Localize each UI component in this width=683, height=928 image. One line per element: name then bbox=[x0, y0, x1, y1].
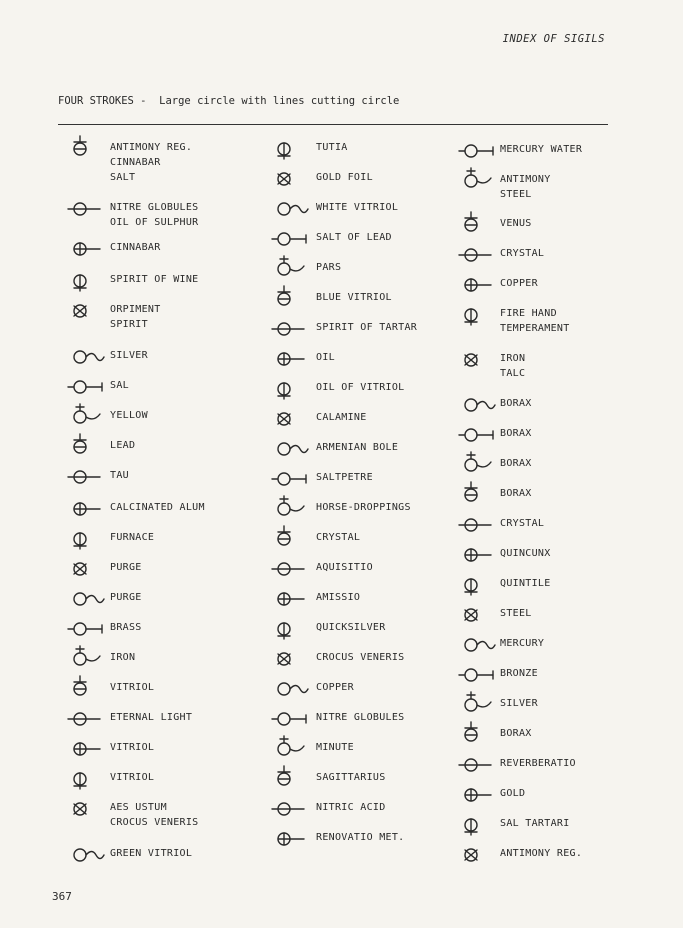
sigil-label bbox=[500, 606, 532, 621]
circle-hook-top-icon bbox=[64, 674, 106, 704]
sigil-label-line: SALTPETRE bbox=[316, 472, 373, 483]
sigil-label bbox=[316, 500, 411, 515]
circle-slash-arrow-icon bbox=[455, 345, 497, 375]
sigil-label bbox=[316, 620, 386, 635]
sigil-label-line: NITRE GLOBULES bbox=[110, 202, 199, 213]
sigil-label-line: BORAX bbox=[500, 728, 532, 739]
circle-bar-u-icon bbox=[64, 764, 106, 794]
circle-wave-line-icon bbox=[64, 524, 106, 554]
sigil-label-line: AES USTUM bbox=[110, 802, 167, 813]
sigil-label bbox=[110, 846, 192, 861]
sigil-label bbox=[110, 560, 142, 575]
sigil-label-line: MINUTE bbox=[316, 742, 354, 753]
sigil-label-line: SPIRIT bbox=[110, 319, 148, 330]
sigil-label-line: TALC bbox=[500, 368, 526, 379]
circle-x-icon bbox=[64, 372, 106, 402]
circle-diagonal-stroke-icon bbox=[268, 134, 310, 164]
sigil-label-line: TAU bbox=[110, 470, 129, 481]
circle-x-inside-icon bbox=[268, 554, 310, 584]
sigil-label bbox=[110, 620, 142, 635]
circle-vertical-bar-icon bbox=[268, 824, 310, 854]
sigil-label-line: FURNACE bbox=[110, 532, 155, 543]
sigil-label-line: QUICKSILVER bbox=[316, 622, 386, 633]
circle-x-full-icon bbox=[268, 584, 310, 614]
circle-e-line-icon bbox=[268, 644, 310, 674]
sigil-label-line: BRASS bbox=[110, 622, 142, 633]
sigil-label-line: TUTIA bbox=[316, 142, 348, 153]
circle-cross-curve-icon bbox=[268, 734, 310, 764]
sigil-label bbox=[110, 272, 199, 287]
sigil-label-line: ANTIMONY REG. bbox=[110, 142, 193, 153]
sigil-label bbox=[500, 246, 544, 261]
sigil-label bbox=[316, 530, 360, 545]
sigil-label bbox=[316, 320, 417, 335]
sigil-label bbox=[316, 410, 367, 425]
sigil-label-line: PARS bbox=[316, 262, 342, 273]
circle-cross-stem-icon bbox=[268, 704, 310, 734]
sigil-label bbox=[500, 546, 551, 561]
circle-s-line-icon bbox=[268, 794, 310, 824]
sigil-label-line: AQUISITIO bbox=[316, 562, 373, 573]
circle-u-tail-icon bbox=[64, 734, 106, 764]
sigil-label bbox=[500, 142, 582, 157]
sigil-label bbox=[316, 260, 341, 275]
sigil-label bbox=[110, 438, 135, 453]
circle-horizontal-line-icon bbox=[64, 266, 106, 296]
circle-dot-line-icon bbox=[64, 494, 106, 524]
sigil-label-line: VITRIOL bbox=[110, 742, 155, 753]
sigil-label bbox=[500, 756, 576, 771]
sigil-label bbox=[316, 680, 354, 695]
sigil-label-line: COPPER bbox=[500, 278, 538, 289]
sigil-label bbox=[110, 140, 192, 185]
sigil-label bbox=[110, 590, 142, 605]
sigil-label-line: OIL OF SULPHUR bbox=[110, 217, 199, 228]
sigil-label bbox=[500, 816, 570, 831]
sigil-label bbox=[110, 530, 154, 545]
sigil-label bbox=[316, 140, 348, 155]
circle-cross-inside-icon bbox=[268, 164, 310, 194]
circle-e-tail-icon bbox=[64, 794, 106, 824]
sigil-label bbox=[500, 172, 551, 202]
sigil-label bbox=[316, 650, 405, 665]
circle-hook-line-icon bbox=[64, 342, 106, 372]
sigil-label bbox=[316, 380, 405, 395]
sigil-label-line: BLUE VITRIOL bbox=[316, 292, 392, 303]
sigil-label bbox=[500, 486, 532, 501]
sigil-label-line: SILVER bbox=[110, 350, 148, 361]
sigil-label-line: AMISSIO bbox=[316, 592, 361, 603]
circle-wave-icon bbox=[455, 810, 497, 840]
sigil-label-line: IRON bbox=[110, 652, 136, 663]
sigil-label-line: PURGE bbox=[110, 592, 142, 603]
index-title: INDEX OF SIGILS bbox=[502, 33, 605, 45]
sigil-label bbox=[110, 770, 154, 785]
circle-2-curl-icon bbox=[455, 450, 497, 480]
sigil-label bbox=[500, 636, 544, 651]
sigil-label bbox=[316, 230, 392, 245]
sigil-label-line: PURGE bbox=[110, 562, 142, 573]
sigil-label-line: LEAD bbox=[110, 440, 136, 451]
sigil-label-line: CINNABAR bbox=[110, 242, 161, 253]
circle-flag-icon bbox=[268, 464, 310, 494]
sigil-label-line: IRON bbox=[500, 353, 526, 364]
sigil-label-line: BRONZE bbox=[500, 668, 538, 679]
sigil-label-line: SAL TARTARI bbox=[500, 818, 570, 829]
sigil-label bbox=[500, 456, 532, 471]
sigil-label bbox=[500, 666, 538, 681]
circle-phi-icon bbox=[268, 614, 310, 644]
sigil-label-line: OIL bbox=[316, 352, 335, 363]
sigil-label bbox=[110, 800, 199, 830]
sigil-label bbox=[110, 680, 154, 695]
sigil-label-line: SALT OF LEAD bbox=[316, 232, 392, 243]
sigil-label bbox=[316, 200, 398, 215]
circle-cross-top-icon bbox=[64, 704, 106, 734]
sigil-label bbox=[500, 426, 532, 441]
sigil-label-line: ANTIMONY bbox=[500, 174, 551, 185]
circle-2-line-icon bbox=[455, 660, 497, 690]
circle-cross-box-icon bbox=[268, 524, 310, 554]
sigil-label-line: SALT bbox=[110, 172, 136, 183]
sigil-label-line: YELLOW bbox=[110, 410, 148, 421]
sigil-label bbox=[500, 276, 538, 291]
sigil-label-line: VITRIOL bbox=[110, 772, 155, 783]
sigil-label bbox=[110, 240, 161, 255]
sigil-label bbox=[500, 216, 532, 231]
section-heading: FOUR STROKES - Large circle with lines cutting circle bbox=[58, 95, 400, 107]
circle-cross-double-line-icon bbox=[268, 284, 310, 314]
sigil-label-line: CRYSTAL bbox=[316, 532, 361, 543]
sigil-label-line: CROCUS VENERIS bbox=[316, 652, 405, 663]
sigil-label-line: BORAX bbox=[500, 398, 532, 409]
circle-with-cross-and-bar-icon bbox=[64, 134, 106, 164]
sigil-label-line: WHITE VITRIOL bbox=[316, 202, 399, 213]
divider-rule bbox=[58, 124, 608, 125]
circle-cross-curl-icon bbox=[268, 194, 310, 224]
circle-n-tail-icon bbox=[64, 554, 106, 584]
sigil-label bbox=[500, 306, 570, 336]
circle-mercury-icon bbox=[455, 136, 497, 166]
circle-plus-icon bbox=[268, 404, 310, 434]
sigil-label bbox=[316, 560, 373, 575]
sigil-label-line: QUINTILE bbox=[500, 578, 551, 589]
circle-2-stem-icon bbox=[455, 720, 497, 750]
sigil-label-line: QUINCUNX bbox=[500, 548, 551, 559]
circle-cross-below-icon bbox=[268, 224, 310, 254]
sigil-label-line: REVERBERATIO bbox=[500, 758, 576, 769]
sigil-label bbox=[110, 650, 135, 665]
sigil-label bbox=[110, 348, 148, 363]
sigil-label bbox=[500, 696, 538, 711]
sigil-label bbox=[316, 440, 398, 455]
sigil-label-line: ETERNAL LIGHT bbox=[110, 712, 193, 723]
circle-bar-over-icon bbox=[268, 374, 310, 404]
sigil-label bbox=[110, 302, 161, 332]
circle-x-legs-icon bbox=[455, 510, 497, 540]
circle-double-s-icon bbox=[64, 432, 106, 462]
circle-paren-icon bbox=[455, 240, 497, 270]
sigil-label bbox=[500, 786, 525, 801]
sigil-label-line: ARMENIAN BOLE bbox=[316, 442, 399, 453]
circle-qu-icon bbox=[455, 570, 497, 600]
sigil-label-line: SPIRIT OF WINE bbox=[110, 274, 199, 285]
sigil-label bbox=[110, 500, 205, 515]
sigil-label bbox=[110, 378, 129, 393]
sigil-label-line: BORAX bbox=[500, 458, 532, 469]
page-number: 367 bbox=[52, 890, 72, 903]
sigil-label bbox=[110, 408, 148, 423]
sigil-label bbox=[316, 800, 386, 815]
sigil-label-line: CRYSTAL bbox=[500, 518, 545, 529]
sigil-label-line: BORAX bbox=[500, 488, 532, 499]
sigil-label-line: ANTIMONY REG. bbox=[500, 848, 583, 859]
circle-loop-stem-icon bbox=[268, 764, 310, 794]
sigil-label bbox=[316, 170, 373, 185]
sigil-label-line: STEEL bbox=[500, 608, 532, 619]
sigil-label-line: MERCURY bbox=[500, 638, 545, 649]
sigil-label bbox=[316, 740, 354, 755]
sigil-label bbox=[110, 710, 192, 725]
circle-r-curve-icon bbox=[455, 390, 497, 420]
circle-cross-top-icon bbox=[455, 210, 497, 240]
circle-2-icon bbox=[455, 420, 497, 450]
sigil-label-line: GOLD FOIL bbox=[316, 172, 373, 183]
sigil-label bbox=[500, 351, 525, 381]
sigil-label bbox=[316, 830, 405, 845]
circle-cross-loop-icon bbox=[268, 494, 310, 524]
sigil-label-line: CRYSTAL bbox=[500, 248, 545, 259]
sigil-label-line: GOLD bbox=[500, 788, 526, 799]
circle-slash-curl-icon bbox=[455, 480, 497, 510]
sigil-label bbox=[500, 726, 532, 741]
sigil-label-line: FIRE HAND bbox=[500, 308, 557, 319]
sigil-label-line: STEEL bbox=[500, 189, 532, 200]
circle-cross-bar-icon bbox=[455, 630, 497, 660]
circle-with-cross-above-icon bbox=[64, 194, 106, 224]
sigil-label bbox=[110, 740, 154, 755]
circle-dot-stroke-icon bbox=[455, 780, 497, 810]
circle-triple-line-icon bbox=[64, 614, 106, 644]
sigil-label bbox=[110, 200, 199, 230]
sigil-label-line: NITRIC ACID bbox=[316, 802, 386, 813]
circle-filled-half-icon bbox=[455, 840, 497, 870]
sigil-label-line: SILVER bbox=[500, 698, 538, 709]
circle-arrow-right-icon bbox=[455, 600, 497, 630]
circle-s-curve-icon bbox=[64, 402, 106, 432]
sigil-label-line: GREEN VITRIOL bbox=[110, 848, 193, 859]
sigil-label-line: SAGITTARIUS bbox=[316, 772, 386, 783]
sigil-label-line: VITRIOL bbox=[110, 682, 155, 693]
circle-cross-under-icon bbox=[268, 434, 310, 464]
sigil-label-line: OIL OF VITRIOL bbox=[316, 382, 405, 393]
sigil-label bbox=[316, 770, 386, 785]
sigil-label-line: VENUS bbox=[500, 218, 532, 229]
circle-long-line-icon bbox=[64, 296, 106, 326]
sigil-label bbox=[316, 290, 392, 305]
sigil-label-line: MERCURY WATER bbox=[500, 144, 583, 155]
sigil-label-line: CALAMINE bbox=[316, 412, 367, 423]
sigil-label-line: ORPIMENT bbox=[110, 304, 161, 315]
circle-curl-tail-icon bbox=[268, 344, 310, 374]
circle-cross-stem-icon bbox=[268, 314, 310, 344]
sigil-label-line: NITRE GLOBULES bbox=[316, 712, 405, 723]
sigil-label bbox=[316, 470, 373, 485]
sigil-label bbox=[316, 350, 335, 365]
sigil-label bbox=[500, 396, 532, 411]
sigil-label-line: COPPER bbox=[316, 682, 354, 693]
circle-qx-icon bbox=[455, 540, 497, 570]
sigil-label bbox=[500, 516, 544, 531]
sigil-label-line: RENOVATIO MET. bbox=[316, 832, 405, 843]
circle-bracket-icon bbox=[64, 644, 106, 674]
sigil-label bbox=[500, 846, 582, 861]
sigil-label-line: SPIRIT OF TARTAR bbox=[316, 322, 418, 333]
circle-cross-stem-icon bbox=[64, 234, 106, 264]
sigil-label-line: SAL bbox=[110, 380, 129, 391]
sigil-label-line: BORAX bbox=[500, 428, 532, 439]
sigil-label-line: HORSE-DROPPINGS bbox=[316, 502, 411, 513]
circle-v-tail-icon bbox=[64, 584, 106, 614]
circle-arrow-up-icon bbox=[455, 166, 497, 196]
sigil-label-line: CALCINATED ALUM bbox=[110, 502, 205, 513]
sigil-label-line: TEMPERAMENT bbox=[500, 323, 570, 334]
circle-swash-icon bbox=[455, 690, 497, 720]
sigil-label-line: CROCUS VENERIS bbox=[110, 817, 199, 828]
circle-stem-icon bbox=[64, 462, 106, 492]
circle-diagonal-stroke-icon bbox=[455, 270, 497, 300]
sigil-label bbox=[316, 710, 405, 725]
sigil-label bbox=[500, 576, 551, 591]
sigil-label-line: CINNABAR bbox=[110, 157, 161, 168]
circle-arrow-icon bbox=[455, 300, 497, 330]
circle-slashed-icon bbox=[455, 750, 497, 780]
circle-line-hook-icon bbox=[64, 840, 106, 870]
sigil-label bbox=[110, 468, 129, 483]
circle-k-icon bbox=[268, 674, 310, 704]
circle-cross-line-icon bbox=[268, 254, 310, 284]
sigil-label bbox=[316, 590, 360, 605]
